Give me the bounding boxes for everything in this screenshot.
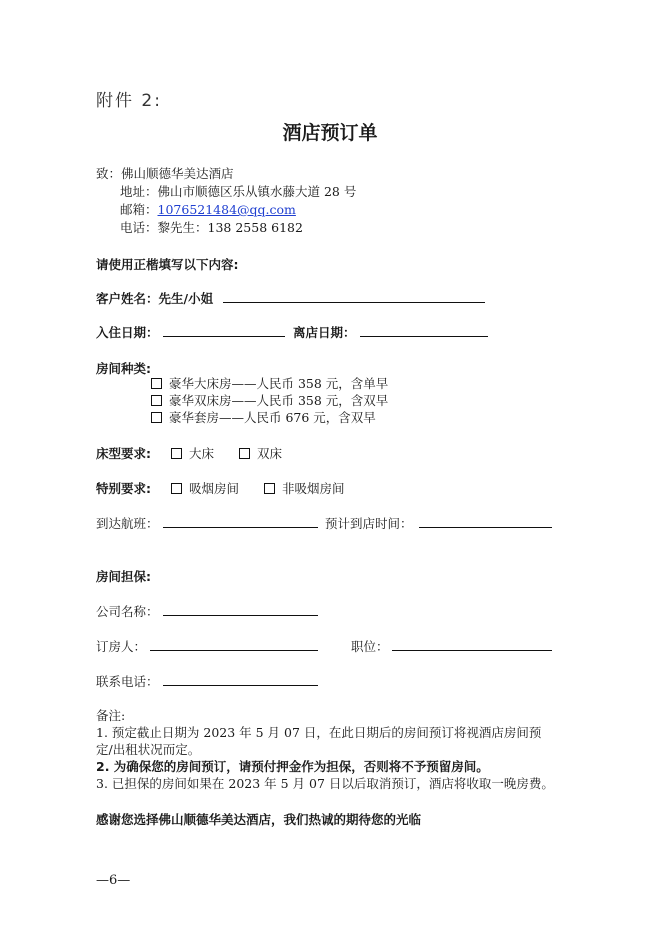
- note-1-line-2: 定/出租状况而定。: [96, 742, 201, 757]
- page-number: —6—: [96, 873, 131, 888]
- recipient-prefix: 致：: [96, 166, 122, 181]
- checkbox[interactable]: [264, 483, 275, 494]
- checkbox[interactable]: [151, 395, 162, 406]
- position-field[interactable]: [392, 650, 552, 651]
- hotel-email: [120, 200, 296, 218]
- note-1-line-1: 1. 预定截止日期为 2023 年 5 月 07 日，在此日期后的房间预订将视酒店房间预: [96, 725, 542, 740]
- room-option-twin[interactable]: 豪华双床房——人民币 358 元，含双早: [151, 391, 388, 409]
- guarantee-label: 房间担保:: [96, 569, 151, 584]
- hotel-phone: 电话：黎先生：138 2558 6182: [120, 220, 303, 235]
- customer-name-label: 客户姓名：先生/小姐: [96, 291, 214, 306]
- hotel-name: 佛山顺德华美达酒店: [121, 166, 234, 181]
- checkbox[interactable]: [171, 448, 182, 459]
- arrival-time-label: 预计到店时间：: [325, 516, 413, 531]
- contact-phone-label: 联系电话：: [96, 674, 159, 689]
- bed-option-twin[interactable]: 双床: [239, 444, 282, 462]
- checkin-field[interactable]: [163, 336, 285, 337]
- notes-label: 备注:: [96, 708, 126, 723]
- checkout-field[interactable]: [360, 336, 488, 337]
- contact-phone-field[interactable]: [163, 685, 318, 686]
- checkbox[interactable]: [239, 448, 250, 459]
- page-title: 酒店预订单: [282, 122, 378, 144]
- booker-field[interactable]: [150, 650, 318, 651]
- position-label: 职位：: [351, 639, 389, 654]
- checkout-label: 离店日期：: [293, 325, 356, 340]
- flight-label: 到达航班：: [96, 516, 159, 531]
- note-2: 2. 为确保您的房间预订，请预付押金作为担保，否则将不予预留房间。: [96, 759, 489, 774]
- arrival-time-field[interactable]: [419, 527, 552, 528]
- email-link[interactable]: 1076521484@qq.com: [157, 202, 296, 217]
- thanks-text: 感谢您选择佛山顺德华美达酒店，我们热诚的期待您的光临: [96, 812, 422, 827]
- checkbox[interactable]: [151, 412, 162, 423]
- company-label: 公司名称：: [96, 604, 159, 619]
- annex-label: 附件 2:: [96, 91, 162, 111]
- recipient-block: [96, 164, 234, 182]
- room-option-suite[interactable]: 豪华套房——人民币 676 元，含双早: [151, 408, 376, 426]
- room-option-king[interactable]: 豪华大床房——人民币 358 元，含单早: [151, 374, 388, 392]
- email-label: 邮箱：: [120, 202, 158, 217]
- company-field[interactable]: [163, 615, 318, 616]
- room-type-label: 房间种类:: [96, 361, 151, 376]
- special-option-nonsmoking[interactable]: 非吸烟房间: [264, 479, 345, 497]
- flight-field[interactable]: [163, 527, 318, 528]
- special-request-label: 特别要求:: [96, 481, 151, 496]
- bed-option-king[interactable]: 大床: [171, 444, 214, 462]
- checkin-label: 入住日期：: [96, 325, 159, 340]
- bed-type-label: 床型要求:: [96, 446, 151, 461]
- booker-label: 订房人：: [96, 639, 147, 654]
- hotel-address: 地址：佛山市顺德区乐从镇水藤大道 28 号: [120, 184, 357, 199]
- special-option-smoking[interactable]: 吸烟房间: [171, 479, 239, 497]
- note-3: 3. 已担保的房间如果在 2023 年 5 月 07 日以后取消预订，酒店将收取一晚房费。: [96, 776, 554, 791]
- checkbox[interactable]: [151, 378, 162, 389]
- customer-name-field[interactable]: [223, 302, 485, 303]
- checkbox[interactable]: [171, 483, 182, 494]
- instruction-text: 请使用正楷填写以下内容:: [96, 257, 239, 272]
